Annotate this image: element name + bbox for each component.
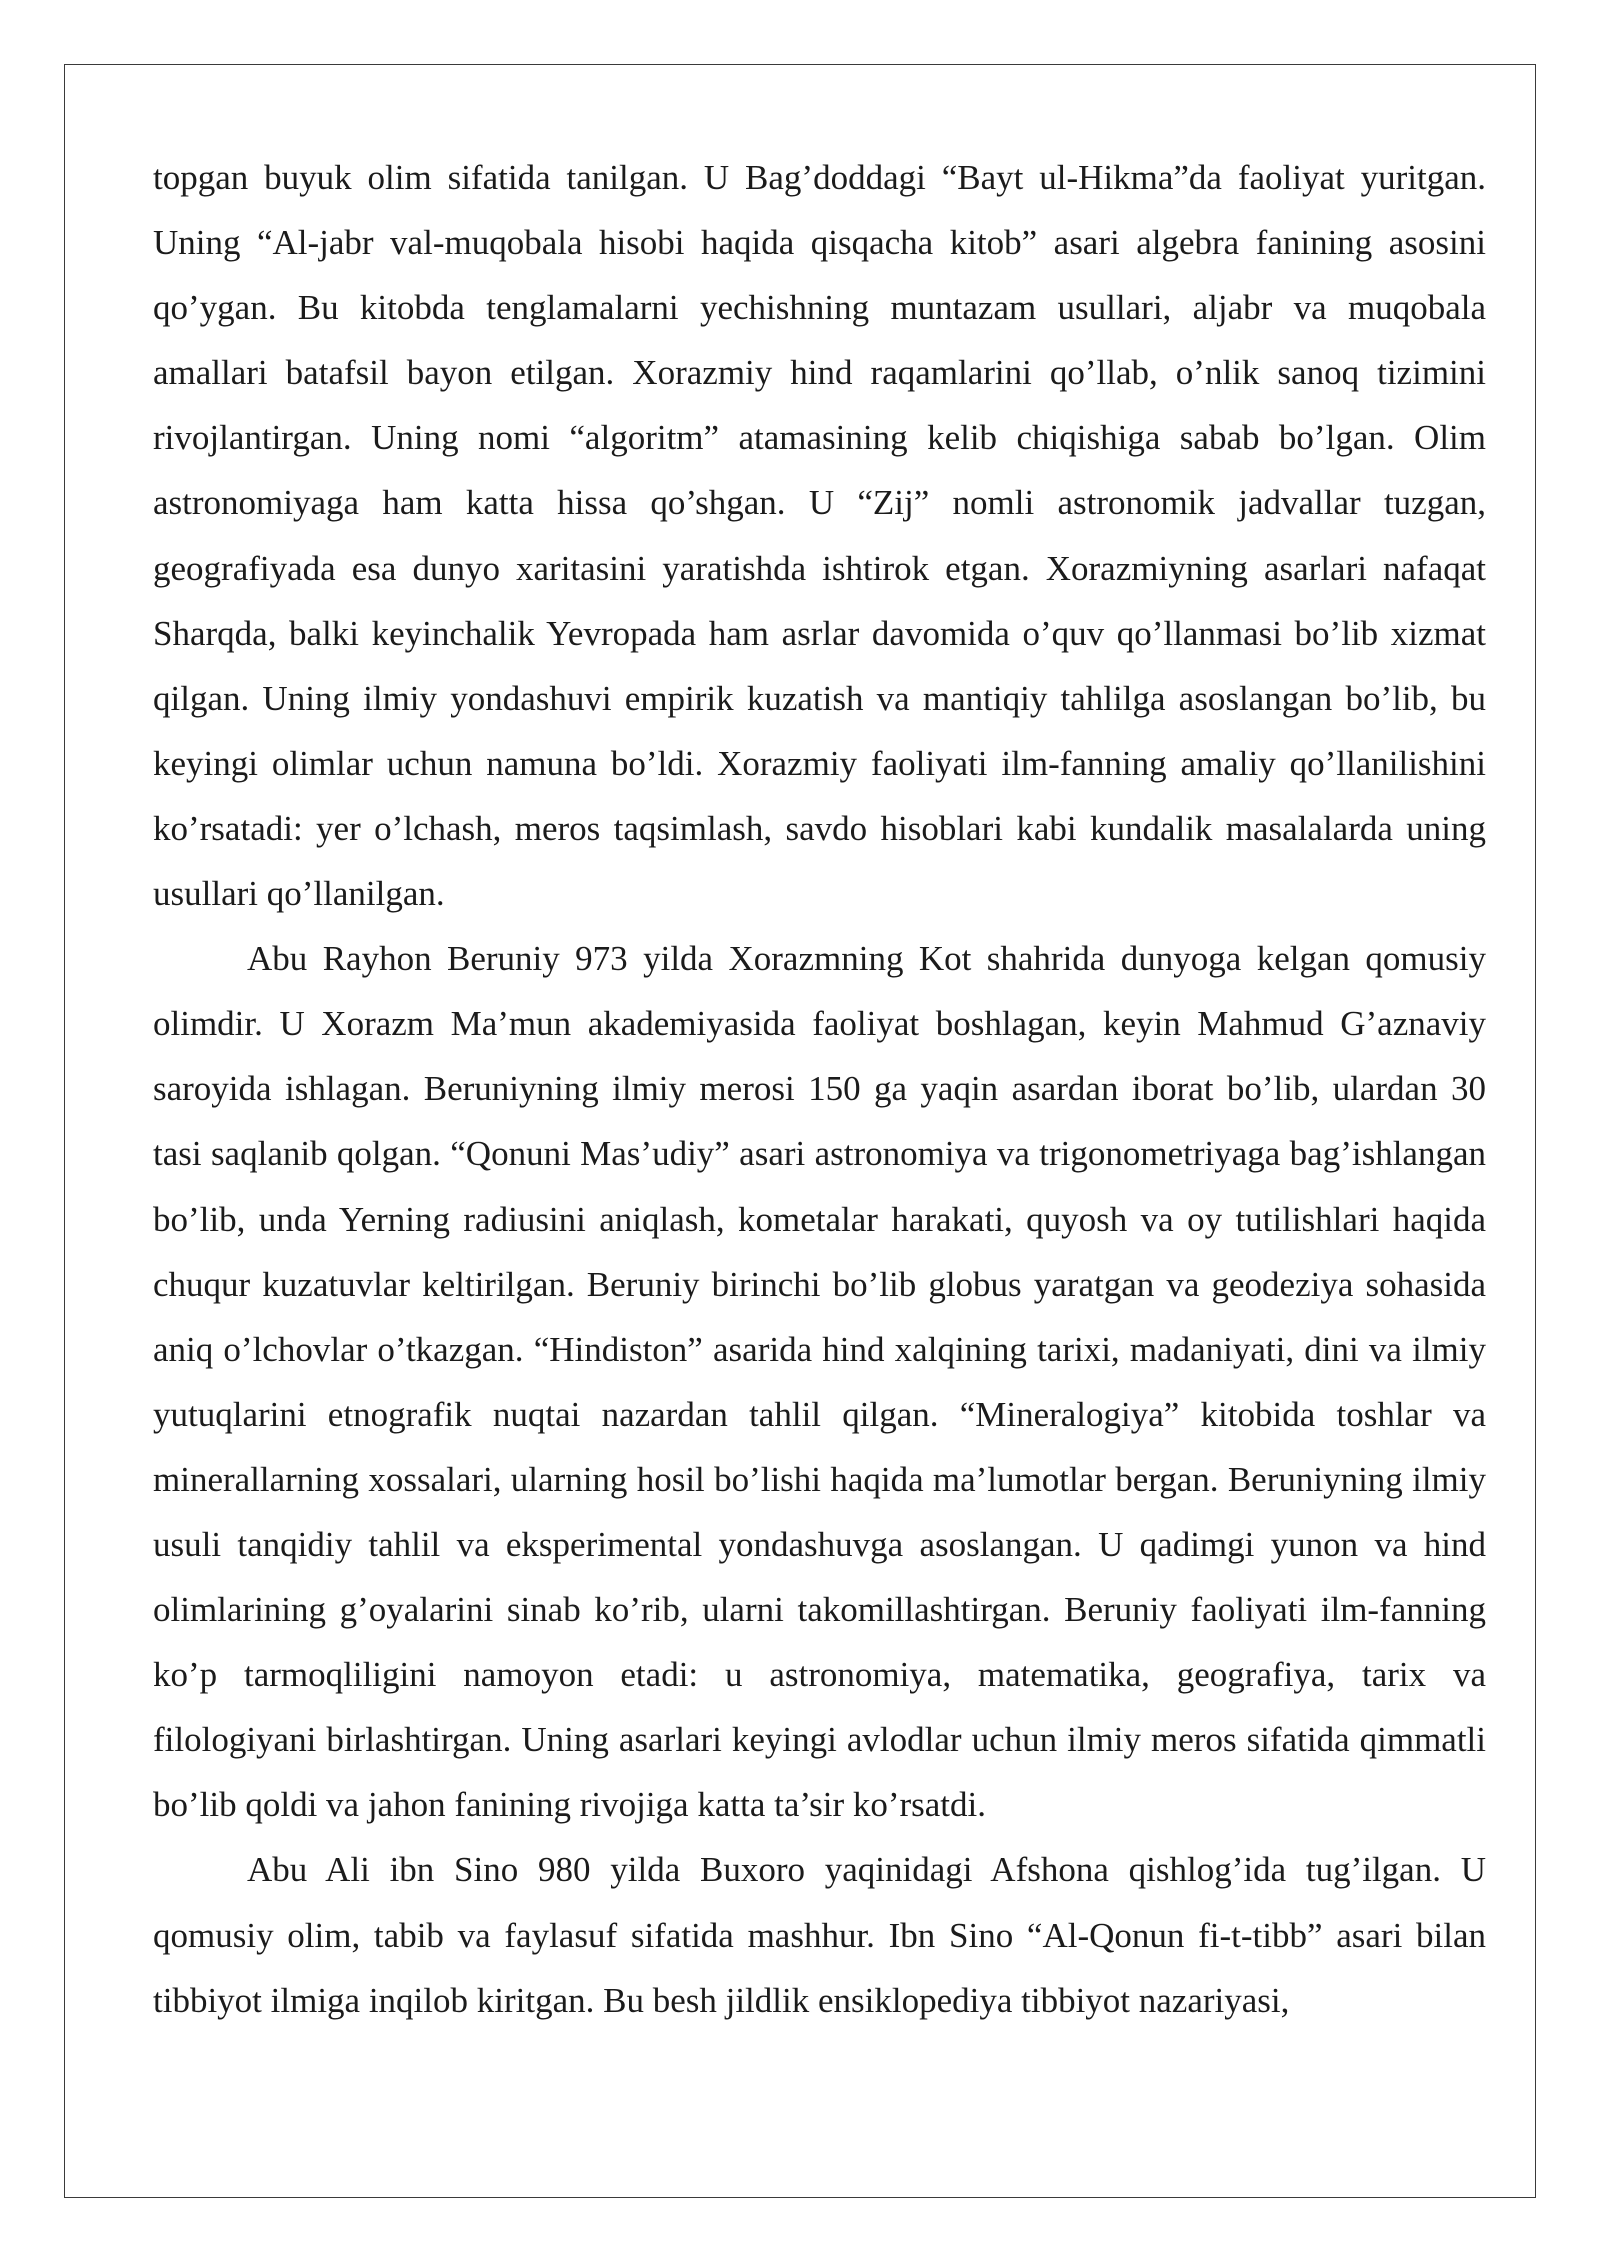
document-body bbox=[153, 145, 1486, 2033]
paragraph-ibn-sino: Abu Ali ibn Sino 980 yilda Buxoro yaqinidagi Afshona qishlog’ida tug’ilgan. U qomusiy olim, tabib va faylasuf sifatida mashhur. Ibn Sino “Al-Qonun fi-t-tibb” asari bilan tibbiyot ilmiga inqilob kiritgan. Bu besh jildlik ensiklopediya tibbiyot nazariyasi, bbox=[153, 1850, 1486, 2020]
paragraph-xorazmiy: topgan buyuk olim sifatida tanilgan. U Bag’doddagi “Bayt ul-Hikma”da faoliyat yuritgan. Uning “Al-jabr val-muqobala hisobi haqida qisqacha kitob” asari algebra fanining asosini qo’ygan. Bu kitobda tenglamalarni yechishning muntazam usullari, aljabr va muqobala amallari batafsil bayon etilgan. Xorazmiy hind raqamlarini qo’llab, o’nlik sanoq tizimini rivojlantirgan. Uning nomi “algoritm” atamasining kelib chiqishiga sabab bo’lgan. Olim astronomiyaga ham katta hissa qo’shgan. U “Zij” nomli astronomik jadvallar tuzgan, geografiyada esa dunyo xaritasini yaratishda ishtirok etgan. Xorazmiyning asarlari nafaqat Sharqda, balki keyinchalik Yevropada ham asrlar davomida o’quv qo’llanmasi bo’lib xizmat qilgan. Uning ilmiy yondashuvi empirik kuzatish va mantiqiy tahlilga asoslangan bo’lib, bu keyingi olimlar uchun namuna bo’ldi. Xorazmiy faoliyati ilm-fanning amaliy qo’llanilishini ko’rsatadi: yer o’lchash, meros taqsimlash, savdo hisoblari kabi kundalik masalalarda uning usullari qo’llanilgan. bbox=[153, 158, 1486, 914]
paragraph-beruniy: Abu Rayhon Beruniy 973 yilda Xorazmning Kot shahrida dunyoga kelgan qomusiy olimdir. U Xorazm Ma’mun akademiyasida faoliyat boshlagan, keyin Mahmud G’aznaviy saroyida ishlagan. Beruniyning ilmiy merosi 150 ga yaqin asardan iborat bo’lib, ulardan 30 tasi saqlanib qolgan. “Qonuni Mas’udiy” asari astronomiya va trigonometriyaga bag’ishlangan bo’lib, unda Yerning radiusini aniqlash, kometalar harakati, quyosh va oy tutilishlari haqida chuqur kuzatuvlar keltirilgan. Beruniy birinchi bo’lib globus yaratgan va geodeziya sohasida aniq o’lchovlar o’tkazgan. “Hindiston” asarida hind xalqining tarixi, madaniyati, dini va ilmiy yutuqlarini etnografik nuqtai nazardan tahlil qilgan. “Mineralogiya” kitobida toshlar va minerallarning xossalari, ularning hosil bo’lishi haqida ma’lumotlar bergan. Beruniyning ilmiy usuli tanqidiy tahlil va eksperimental yondashuvga asoslangan. U qadimgi yunon va hind olimlarining g’oyalarini sinab ko’rib, ularni takomillashtirgan. Beruniy faoliyati ilm-fanning ko’p tarmoqliligini namoyon etadi: u astronomiya, matematika, geografiya, tarix va filologiyani birlashtirgan. Uning asarlari keyingi avlodlar uchun ilmiy meros sifatida qimmatli bo’lib qoldi va jahon fanining rivojiga katta ta’sir ko’rsatdi. bbox=[153, 939, 1486, 1825]
